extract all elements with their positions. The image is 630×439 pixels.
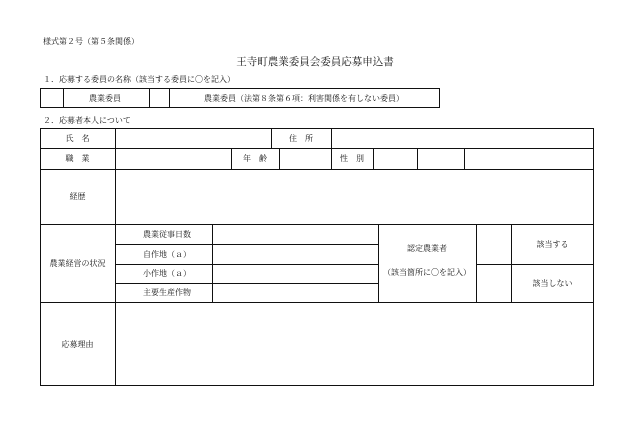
not-applicable-label: 該当しない (532, 278, 573, 288)
form-number: 様式第２号（第５条関係） (43, 37, 139, 46)
owned-land-field[interactable] (213, 245, 378, 264)
farming-days-field[interactable] (213, 225, 378, 244)
page-title: 王寺町農業委員会委員応募申込書 (236, 56, 394, 68)
occupation-label: 職 業 (65, 154, 90, 163)
owned-land-label: 自作地（ａ） (143, 249, 191, 259)
option-neutral-committee-mark[interactable] (149, 89, 168, 107)
address-field[interactable] (332, 129, 593, 148)
farming-days-label: 農業従事日数 (143, 229, 191, 239)
rented-land-label: 小作地（ａ） (143, 269, 191, 278)
certified-farmer-label: 認定農業者 (407, 243, 447, 253)
not-applicable-mark[interactable] (477, 265, 511, 302)
name-field[interactable] (116, 129, 271, 148)
rented-land-field[interactable] (213, 265, 378, 283)
career-label: 経歴 (69, 192, 86, 201)
option-neutral-committee: 農業委員（法第８条第６項：利害関係を有しない委員） (204, 93, 404, 103)
applicable-mark[interactable] (477, 225, 511, 264)
certified-farmer-note: （該当箇所に〇を記入） (383, 267, 471, 277)
sex-field[interactable] (374, 149, 593, 169)
farming-status-label: 農業経営の状況 (49, 258, 106, 268)
section1-heading: １．応募する委員の名称（該当する委員に〇を記入） (43, 75, 235, 84)
option-agri-committee-mark[interactable] (41, 89, 62, 107)
reason-field[interactable] (116, 303, 593, 385)
name-label: 氏 名 (65, 133, 90, 143)
section2-heading: ２．応募者本人について (43, 116, 131, 125)
applicable-label: 該当する (536, 239, 569, 249)
main-crops-label: 主要生産作物 (143, 288, 191, 297)
age-label: 年 齢 (243, 154, 267, 163)
address-label: 住 所 (289, 133, 313, 143)
reason-label: 応募理由 (61, 339, 94, 349)
age-field[interactable] (280, 149, 331, 169)
sex-label: 性 別 (340, 154, 364, 163)
main-crops-field[interactable] (213, 284, 378, 302)
career-field[interactable] (116, 170, 593, 224)
occupation-field[interactable] (116, 149, 231, 169)
option-agri-committee: 農業委員 (89, 93, 121, 103)
